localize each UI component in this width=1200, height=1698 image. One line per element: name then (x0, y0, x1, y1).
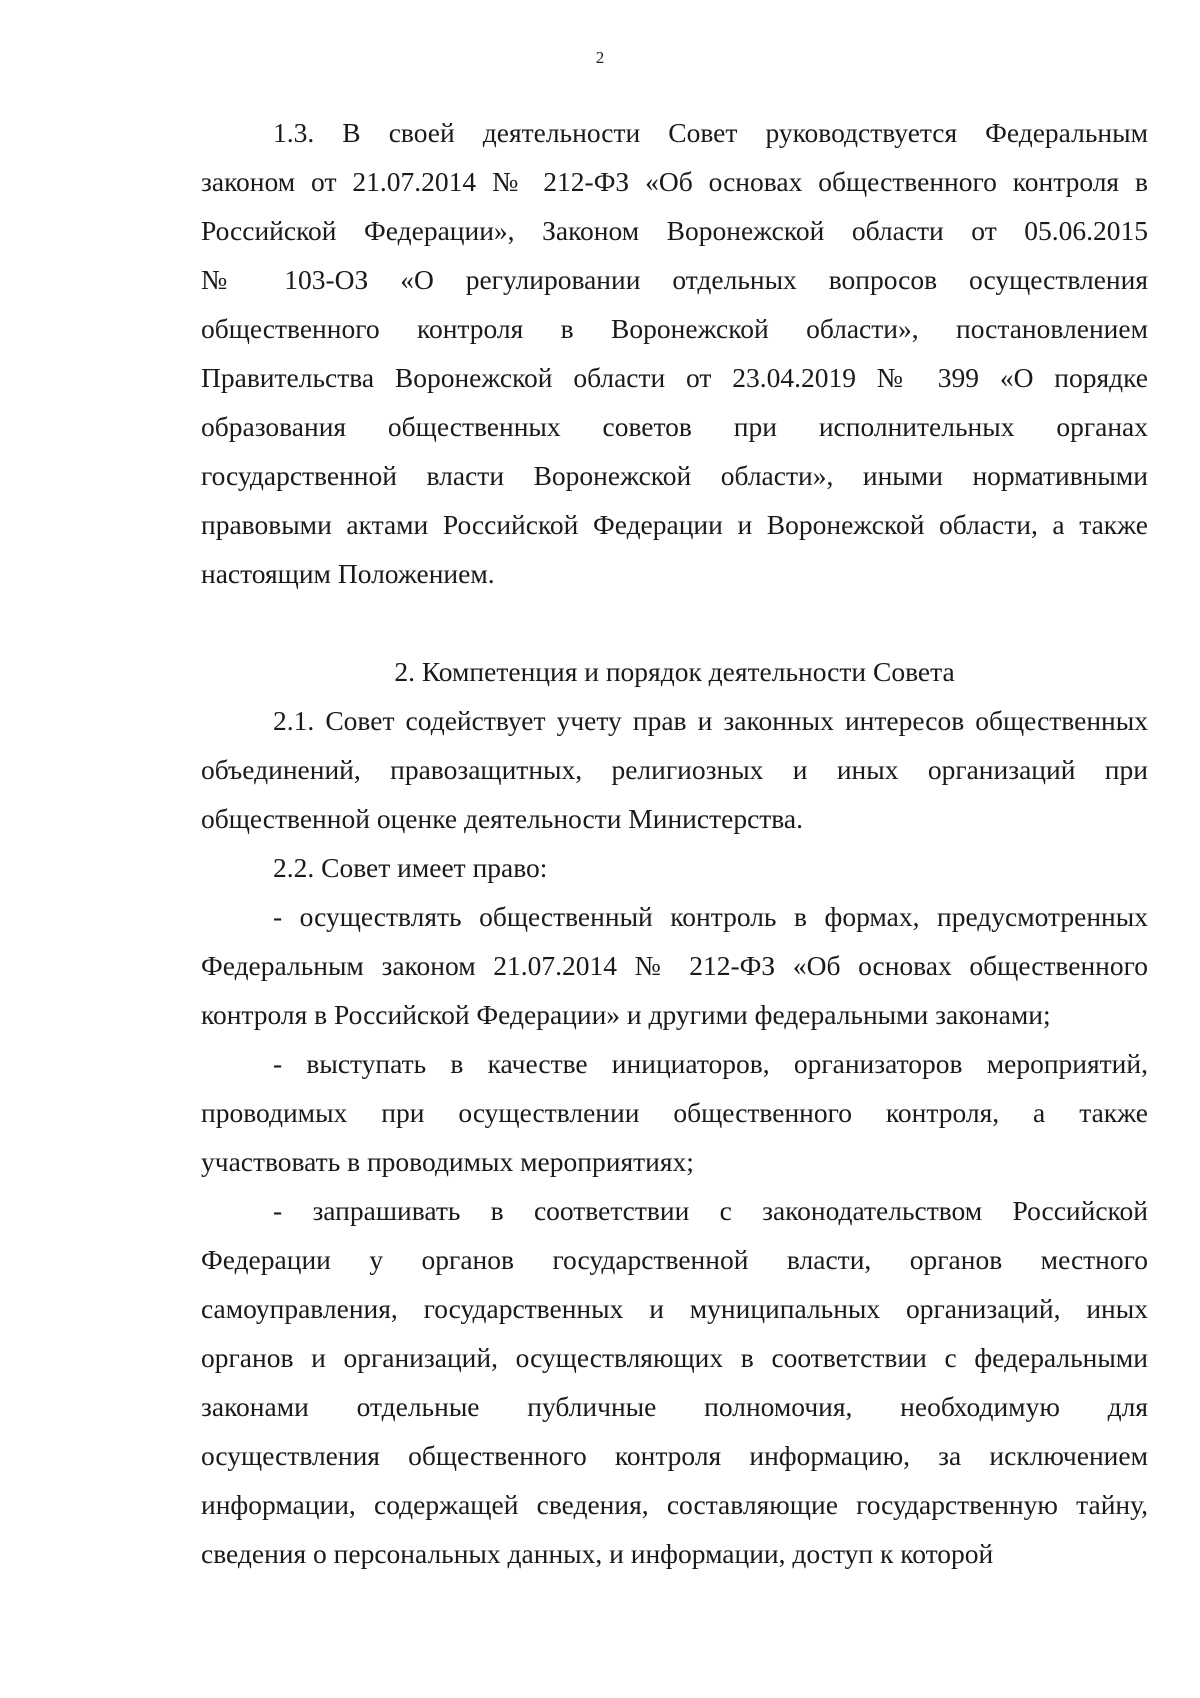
document-body (201, 108, 1148, 1578)
text-line: участвовать в проводимых мероприятиях; (201, 1146, 694, 1177)
text-line: 2.2. Совет имеет право: (273, 852, 548, 883)
text-line: - выступать в качестве инициаторов, организаторов мероприятий, (273, 1048, 1148, 1079)
text-line: законами отдельные публичные полномочия, необходимую для (201, 1391, 1148, 1422)
text-line: 1.3. В своей деятельности Совет руководствуется Федеральным (273, 117, 1148, 148)
text-line: сведения о персональных данных, и информации, доступ к которой (201, 1538, 994, 1569)
paragraph (201, 696, 1148, 843)
page-number: 2 (595, 48, 605, 67)
text-line: Правительства Воронежской области от 23.04.2019 № 399 «О порядке (201, 362, 1148, 393)
text-line: Федерации у органов государственной власти, органов местного (201, 1244, 1148, 1275)
text-line: образования общественных советов при исполнительных органах (201, 411, 1148, 442)
text-line: осуществления общественного контроля информацию, за исключением (201, 1440, 1148, 1471)
text-line: - осуществлять общественный контроль в формах, предусмотренных (273, 901, 1148, 932)
paragraph (201, 108, 1148, 598)
text-line: общественного контроля в Воронежской области», постановлением (201, 313, 1148, 344)
paragraph (201, 1039, 1148, 1186)
text-line: проводимых при осуществлении общественного контроля, а также (201, 1097, 1148, 1128)
section-gap (201, 598, 1148, 647)
paragraph (201, 892, 1148, 1039)
section-heading: 2. Компетенция и порядок деятельности Совета (394, 656, 955, 687)
text-line: информации, содержащей сведения, составляющие государственную тайну, (201, 1489, 1148, 1520)
text-line: настоящим Положением. (201, 558, 495, 589)
text-line: Федеральным законом 21.07.2014 № 212-ФЗ «Об основах общественного (201, 950, 1148, 981)
text-line: Российской Федерации», Законом Воронежской области от 05.06.2015 (201, 215, 1148, 246)
text-line: законом от 21.07.2014 № 212-ФЗ «Об основах общественного контроля в (201, 166, 1148, 197)
text-line: № 103-ОЗ «О регулировании отдельных вопросов осуществления (201, 264, 1148, 295)
text-line: общественной оценке деятельности Министерства. (201, 803, 803, 834)
text-line: объединений, правозащитных, религиозных и иных организаций при (201, 754, 1148, 785)
paragraph (201, 843, 1148, 892)
text-line: правовыми актами Российской Федерации и Воронежской области, а также (201, 509, 1148, 540)
text-line: контроля в Российской Федерации» и другими федеральными законами; (201, 999, 1051, 1030)
paragraph (201, 1186, 1148, 1578)
text-line: самоуправления, государственных и муниципальных организаций, иных (201, 1293, 1148, 1324)
text-line: органов и организаций, осуществляющих в соответствии с федеральными (201, 1342, 1148, 1373)
text-line: 2.1. Совет содействует учету прав и законных интересов общественных (273, 705, 1148, 736)
text-line: государственной власти Воронежской области», иными нормативными (201, 460, 1148, 491)
text-line: - запрашивать в соответствии с законодательством Российской (273, 1195, 1148, 1226)
